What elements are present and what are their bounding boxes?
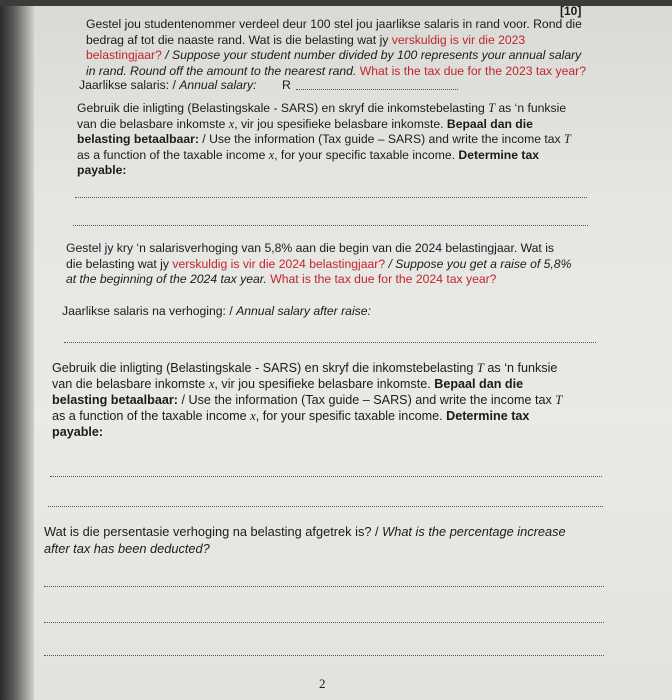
q2-instr-line4-mid: , for your spesific taxable income. (255, 409, 447, 423)
q1-instr-line1-end: as ‘n funksie (494, 101, 567, 115)
q2-salary-label-af: Jaarlikse salaris na verhoging: / (62, 304, 237, 318)
q2-instr-line3-bold: belasting betaalbaar: (52, 393, 178, 407)
q2-intro-line1: Gestel jy kry ‘n salarisverhoging van 5,8% aan die begin van die 2024 belastingjaar. Wat is (66, 241, 555, 255)
q2-instr-x: x (208, 377, 215, 391)
q1-instr-line3-text: / Use the information (Tax guide – SARS) and write the income tax (198, 132, 565, 146)
q1-intro-line3-en: / Suppose your student number divided by 100 represents your annual salary (161, 48, 582, 62)
q2-intro-line3-red: What is the tax due for the 2024 tax year? (270, 272, 497, 286)
q1-instr-line4-text: as a function of the taxable income (77, 147, 269, 162)
q2-instr-line2-mid: , vir jou spesifieke belasbare inkomste. (214, 377, 435, 391)
q2-instr-line4 (52, 408, 607, 424)
q2-instr-T: T (476, 361, 484, 375)
q2-instr-line2-text: van die belasbare inkomste (52, 377, 209, 391)
q1-answer-line-2[interactable] (73, 225, 588, 226)
q2-instr-line3-text: / Use the information (Tax guide – SARS) and write the income tax (177, 393, 556, 407)
q1-instr-line3 (77, 132, 592, 148)
q2-intro-line3-en: at the beginning of the 2024 tax year. (66, 272, 271, 286)
page-shadow-edge (0, 0, 34, 700)
q2-instr-line1 (52, 360, 607, 376)
q1-answer-line-1[interactable] (75, 197, 587, 198)
q2-intro-line2-en: / Suppose you get a raise of 5,8% (385, 256, 572, 271)
q1-salary-label-af: Jaarlikse salaris: / (79, 78, 180, 92)
q1-intro-line2-text: bedrag af tot die naaste rand. Wat is die belasting wat jy (86, 32, 392, 47)
q2-intro-line2-text: die belasting wat jy (66, 256, 173, 271)
q1-intro-line4 (86, 64, 586, 80)
q2-intro-line3 (66, 272, 596, 288)
q1-instr-line2-text: van die belasbare inkomste (77, 116, 229, 131)
q1-instr-line1-text: Gebruik die inligting (Belastingskale - SARS) en skryf die inkomstebelasting (77, 101, 489, 115)
q2-instr-line5: payable: (52, 425, 104, 439)
q1-salary-label (79, 78, 256, 94)
q3-answer-line-2[interactable] (44, 622, 604, 623)
q1-instr-x: x (228, 116, 235, 131)
q2-instr-line2-bold: Bepaal dan die (434, 377, 524, 391)
q1-intro-line3-red: belastingjaar? (86, 48, 162, 62)
q3-question-en-2: after tax has been deducted? (44, 540, 210, 556)
q2-instr-line2 (52, 376, 607, 392)
q3-question-af: Wat is die persentasie verhoging na belasting afgetrek is? / (44, 524, 383, 539)
q3-answer-line-1[interactable] (44, 586, 604, 587)
q1-instr-line3-bold: belasting betaalbaar: (77, 132, 199, 146)
q1-instr-line2-mid: , vir jou spesifieke belasbare inkomste. (234, 116, 447, 131)
q1-instr-T-2: T (564, 132, 571, 146)
q1-instr-line5: payable: (77, 163, 127, 177)
page-number: 2 (319, 676, 326, 691)
q1-instr-line2-bold: Bepaal dan die (446, 116, 533, 131)
q1-instr-line4-mid: , for your specific taxable income. (274, 147, 459, 162)
q3-line1 (44, 524, 614, 541)
q2-instr-T-2: T (555, 393, 563, 407)
q3-answer-line-3[interactable] (44, 655, 604, 656)
q2-instr-line3 (52, 392, 607, 408)
q3-question (44, 524, 614, 557)
q1-intro-line1: Gestel jou studentenommer verdeel deur 100 stel jou jaarlikse salaris in rand voor. Rond die (86, 17, 582, 31)
q2-instr-line1-end: as ‘n funksie (483, 361, 558, 375)
q2-answer-line-1[interactable] (50, 476, 602, 477)
q2-intro (66, 241, 596, 288)
q2-instr-line4-bold: Determine tax (446, 409, 530, 423)
q2-salary-answer-line[interactable] (64, 342, 596, 343)
q1-instr-line2 (77, 117, 592, 133)
q1-intro-line4-en: in rand. Round off the amount to the nearest rand. (86, 63, 360, 78)
marks-total: [10] (560, 4, 582, 18)
q1-salary-label-en: Annual salary: (179, 78, 257, 92)
q1-instr-line4-bold: Determine tax (458, 147, 540, 162)
q1-instr-line1 (77, 101, 592, 117)
q2-instr-line4-text: as a function of the taxable income (52, 409, 251, 423)
q2-salary-label-en: Annual salary after raise: (236, 304, 371, 318)
q1-intro-line3 (86, 48, 586, 64)
q1-intro (86, 17, 586, 79)
q2-intro-line2 (66, 257, 596, 273)
q2-answer-line-2[interactable] (48, 506, 603, 507)
q2-instruction (52, 360, 607, 440)
q1-salary-prefix: R (282, 78, 291, 92)
q1-instr-line4 (77, 148, 592, 164)
q1-instr-T: T (488, 101, 495, 115)
q1-intro-line2 (86, 33, 586, 49)
q2-instr-x-2: x (250, 409, 256, 423)
q1-instr-x-2: x (268, 147, 275, 162)
q1-instruction (77, 101, 592, 179)
q2-instr-line1-text: Gebruik die inligting (Belastingskale - SARS) en skryf die inkomstebelasting (52, 361, 477, 375)
q2-intro-line2-red: verskuldig is vir die 2024 belastingjaar? (172, 256, 386, 271)
q1-salary-answer-line[interactable] (296, 89, 458, 90)
q3-question-en-1: What is the percentage increase (382, 524, 566, 539)
q1-intro-line4-red: What is the tax due for the 2023 tax year? (359, 63, 587, 78)
q2-salary-label (62, 304, 371, 320)
q1-intro-line2-red: verskuldig is vir die 2023 (391, 32, 526, 47)
